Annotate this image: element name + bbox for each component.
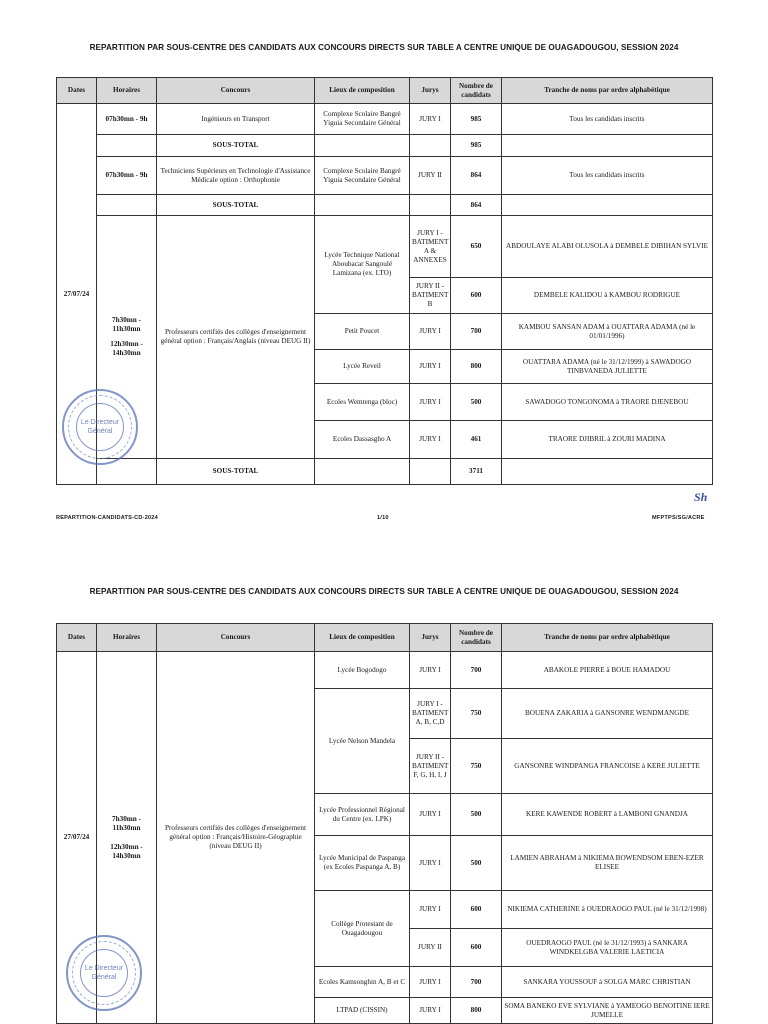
- jury-cell: JURY I: [410, 350, 451, 384]
- date-cell: 27/07/24: [57, 652, 97, 1024]
- lieu-cell: Lycée Professionnel Régional du Centre (ex. LPK): [315, 794, 410, 836]
- concours-cell: Professeurs certifiés des collèges d'enseignement général option : Français/Anglais (niveau DEUG II): [157, 216, 315, 459]
- nombre-cell: 750: [451, 689, 502, 739]
- tranche-cell: Tous les candidats inscrits: [502, 157, 713, 195]
- distribution-table-page-1: [56, 77, 713, 485]
- subtotal-value: 985: [451, 135, 502, 157]
- lieu-cell: LTPAD (CISSIN): [315, 998, 410, 1024]
- tranche-cell: BOUENA ZAKARIA à GANSONRE WENDMANGDE: [502, 689, 713, 739]
- header-concours: Concours: [157, 78, 315, 104]
- jury-cell: JURY I: [410, 314, 451, 350]
- jury-cell: JURY I: [410, 891, 451, 929]
- footer-office: MFPTPS/SG/ACRE: [652, 515, 705, 521]
- subtotal-value: 864: [451, 195, 502, 216]
- subtotal-label: SOUS-TOTAL: [157, 195, 315, 216]
- lieu-cell: Collège Protestant de Ouagadougou: [315, 891, 410, 967]
- subtotal-label: SOUS-TOTAL: [157, 459, 315, 485]
- jury-cell: JURY I: [410, 384, 451, 421]
- signature-initials: Sh: [694, 490, 708, 504]
- nombre-cell: 600: [451, 929, 502, 967]
- jury-cell: JURY I: [410, 967, 451, 998]
- jury-cell: JURY II - BATIMENT F, G, H, I, J: [410, 739, 451, 794]
- horaire-morning: 7h30mn - 11h30mn: [112, 316, 141, 333]
- tranche-cell: SAWADOGO TONGONOMA à TRAORE DJENEBOU: [502, 384, 713, 421]
- jury-cell: JURY I: [410, 836, 451, 891]
- nombre-cell: 864: [451, 157, 502, 195]
- jury-cell: JURY II: [410, 929, 451, 967]
- page-title: REPARTITION PAR SOUS-CENTRE DES CANDIDATS AUX CONCOURS DIRECTS SUR TABLE A CENTRE UNIQUE DE OUAGADOUGOU, SESSION 2024: [89, 43, 679, 52]
- official-stamp: Le Directeur Général: [66, 935, 142, 1011]
- horaire-afternoon: 12h30mn - 14h30mn: [110, 340, 143, 357]
- nombre-cell: 800: [451, 350, 502, 384]
- nombre-cell: 650: [451, 216, 502, 278]
- nombre-cell: 800: [451, 998, 502, 1024]
- tranche-cell: GANSONRE WINDPANGA FRANCOISE à KERE JULIETTE: [502, 739, 713, 794]
- lieu-cell: Petit Poucet: [315, 314, 410, 350]
- jury-cell: JURY I: [410, 421, 451, 459]
- jury-cell: JURY II - BATIMENT B: [410, 278, 451, 314]
- jury-cell: JURY I: [410, 104, 451, 135]
- official-stamp: Le Directeur Général: [62, 389, 138, 465]
- nombre-cell: 700: [451, 652, 502, 689]
- concours-cell: Techniciens Supérieurs en Technologie d'Assistance Médicale option : Orthophonie: [157, 157, 315, 195]
- nombre-cell: 700: [451, 967, 502, 998]
- header-dates: Dates: [57, 78, 97, 104]
- lieu-cell: Lycée Technique National Aboubacar Sangoulé Lamizana (ex. LTO): [315, 216, 410, 314]
- nombre-cell: 600: [451, 278, 502, 314]
- concours-cell: Professeurs certifiés des collèges d'enseignement général option : Français/Histoire-Géographie (niveau DEUG II): [157, 652, 315, 1024]
- lieu-cell: Complexe Scolaire Bangré Yiguia Secondaire Général: [315, 104, 410, 135]
- nombre-cell: 750: [451, 739, 502, 794]
- jury-cell: JURY I: [410, 998, 451, 1024]
- tranche-cell: SOMA BANEKO EVE SYLVIANE à YAMEOGO BENOITINE IERE JUMELLE: [502, 998, 713, 1024]
- header-tranche: Tranche de noms par ordre alphabétique: [502, 624, 713, 652]
- horaire-afternoon: 12h30mn - 14h30mn: [110, 842, 143, 860]
- tranche-cell: TRAORE DJIBRIL à ZOURI MADINA: [502, 421, 713, 459]
- nombre-cell: 700: [451, 314, 502, 350]
- tranche-cell: ABAKOLE PIERRE à BOUE HAMADOU: [502, 652, 713, 689]
- header-nombre: Nombre de candidats: [451, 624, 502, 652]
- jury-cell: JURY I - BATIMENT A & ANNEXES: [410, 216, 451, 278]
- tranche-cell: DEMBELE KALIDOU à KAMBOU RODRIGUE: [502, 278, 713, 314]
- tranche-cell: SANKARA YOUSSOUF à SOLGA MARC CHRISTIAN: [502, 967, 713, 998]
- footer-document-ref: REPARTITION-CANDIDATS-CD-2024: [56, 515, 158, 521]
- jury-cell: JURY I - BATIMENT A, B, C,D: [410, 689, 451, 739]
- footer-page-number: 1/10: [377, 515, 389, 521]
- tranche-cell: OUATTARA ADAMA (né le 31/12/1999) à SAWADOGO TINBVANEDA JULIETTE: [502, 350, 713, 384]
- nombre-cell: 600: [451, 891, 502, 929]
- distribution-table-page-2: [56, 623, 713, 1024]
- header-jurys: Jurys: [410, 624, 451, 652]
- tranche-cell: ABDOULAYE ALABI OLUSOLA à DEMBELE DIBIHAN SYLVIE: [502, 216, 713, 278]
- tranche-cell: LAMIEN ABRAHAM à NIKIEMA BOWENDSOM EBEN-EZER ELISEE: [502, 836, 713, 891]
- header-jurys: Jurys: [410, 78, 451, 104]
- page-title: REPARTITION PAR SOUS-CENTRE DES CANDIDATS AUX CONCOURS DIRECTS SUR TABLE A CENTRE UNIQUE DE OUAGADOUGOU, SESSION 2024: [89, 587, 679, 596]
- concours-cell: Ingénieurs en Transport: [157, 104, 315, 135]
- lieu-cell: Ecoles Kamsonghin A, B et C: [315, 967, 410, 998]
- nombre-cell: 985: [451, 104, 502, 135]
- header-lieux: Lieux de composition: [315, 624, 410, 652]
- lieu-cell: Lycée Nelson Mandela: [315, 689, 410, 794]
- lieu-cell: Lycée Bogodogo: [315, 652, 410, 689]
- date-cell: 27/07/24: [57, 104, 97, 485]
- jury-cell: JURY I: [410, 794, 451, 836]
- lieu-cell: Ecoles Dassasgho A: [315, 421, 410, 459]
- horaire-cell: 07h30mn - 9h: [97, 157, 157, 195]
- horaire-morning: 7h30mn - 11h30mn: [112, 814, 141, 832]
- jury-cell: JURY I: [410, 652, 451, 689]
- tranche-cell: NIKIEMA CATHERINE à OUEDRAOGO PAUL (né le 31/12/1998): [502, 891, 713, 929]
- header-dates: Dates: [57, 624, 97, 652]
- nombre-cell: 461: [451, 421, 502, 459]
- header-tranche: Tranche de noms par ordre alphabétique: [502, 78, 713, 104]
- header-horaires: Horaires: [97, 78, 157, 104]
- lieu-cell: Lycée Municipal de Paspanga (ex Ecoles Paspanga A, B): [315, 836, 410, 891]
- horaire-cell: 07h30mn - 9h: [97, 104, 157, 135]
- nombre-cell: 500: [451, 794, 502, 836]
- subtotal-label: SOUS-TOTAL: [157, 135, 315, 157]
- jury-cell: JURY II: [410, 157, 451, 195]
- subtotal-value: 3711: [451, 459, 502, 485]
- header-concours: Concours: [157, 624, 315, 652]
- tranche-cell: KERE KAWENDE ROBERT à LAMBONI GNANDJA: [502, 794, 713, 836]
- tranche-cell: Tous les candidats inscrits: [502, 104, 713, 135]
- lieu-cell: Complexe Scolaire Bangré Yiguia Secondaire Général: [315, 157, 410, 195]
- tranche-cell: KAMBOU SANSAN ADAM à OUATTARA ADAMA (né le 01/01/1996): [502, 314, 713, 350]
- header-lieux: Lieux de composition: [315, 78, 410, 104]
- tranche-cell: OUEDRAOGO PAUL (né le 31/12/1993) à SANKARA WINDKELGBA VALERIE LAETICIA: [502, 929, 713, 967]
- nombre-cell: 500: [451, 836, 502, 891]
- header-nombre: Nombre de candidats: [451, 78, 502, 104]
- lieu-cell: Ecoles Wemtenga (bloc): [315, 384, 410, 421]
- nombre-cell: 500: [451, 384, 502, 421]
- header-horaires: Horaires: [97, 624, 157, 652]
- lieu-cell: Lycée Reveil: [315, 350, 410, 384]
